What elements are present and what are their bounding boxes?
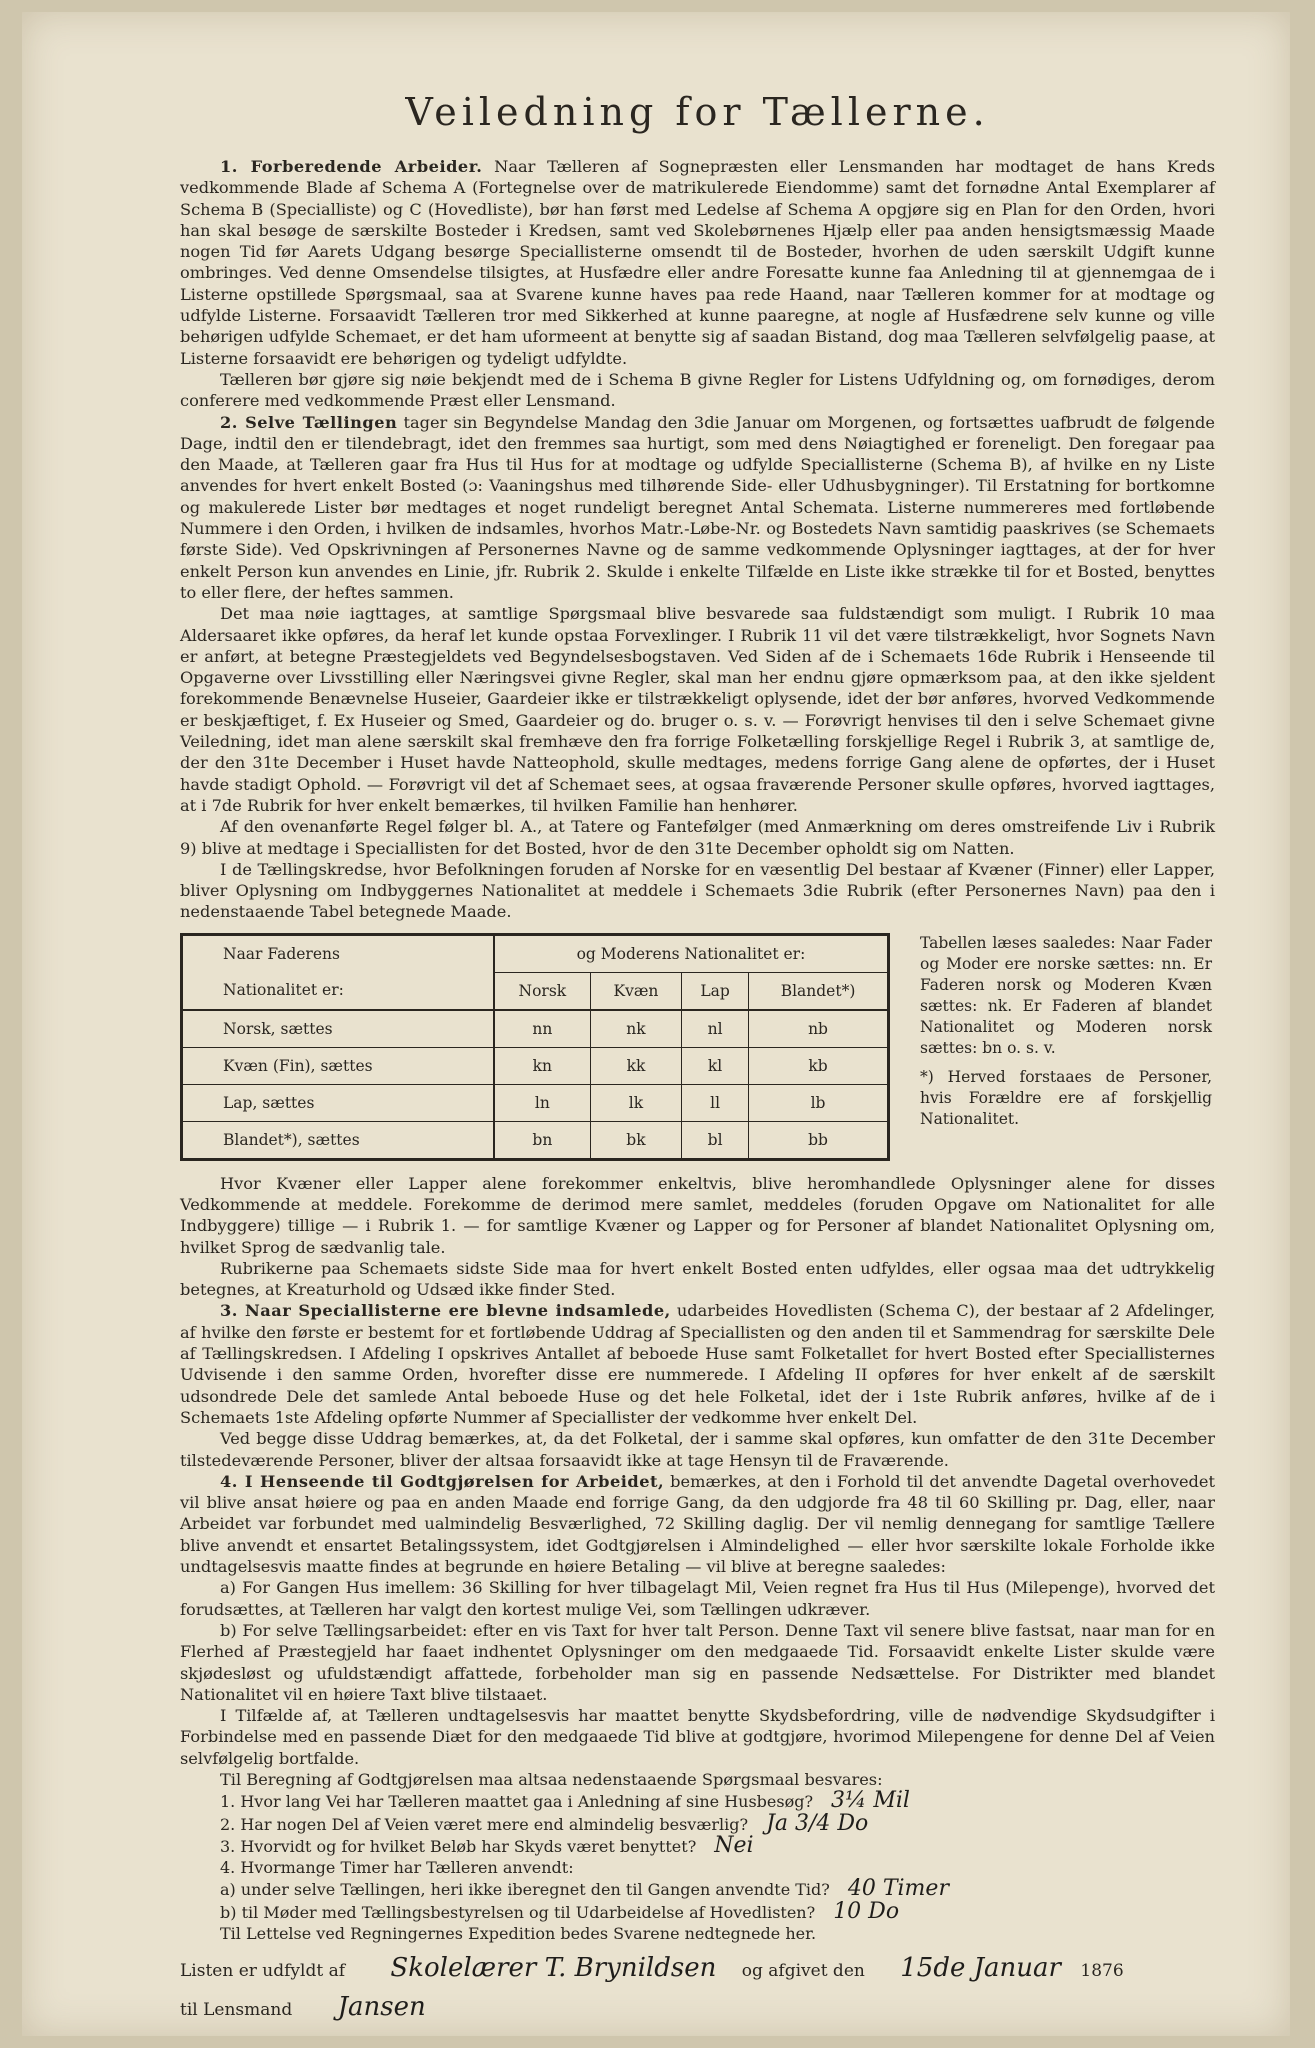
year-label: 1876 [1080,1961,1124,1982]
paragraph [180,859,1215,923]
question-text: 3. Hvorvidt og for hvilket Beløb har Skyds været benyttet? [220,1836,697,1856]
question-text: a) under selve Tællingen, heri ikke iberegnet den til Gangen anvendte Tid? [220,1880,830,1900]
paragraph [180,1471,1215,1577]
table-cell: kk [590,1047,681,1084]
document-sheet [22,12,1290,2036]
nationality-table-section [180,933,1215,1161]
table-row-label: Lap, sættes [182,1084,494,1121]
table-cell: nl [682,1010,749,1048]
table-cell: ln [494,1084,590,1121]
table-explanation [920,933,1212,1138]
page-title: Veiledning for Tællerne. [405,90,990,134]
table-head-mother: og Moderens Nationalitet er: [494,934,889,972]
question-item [180,1878,1215,1900]
instructions-part-1 [180,156,1215,923]
table-row [182,1084,889,1121]
paragraph-text: Naar Tælleren af Sognepræsten eller Lensmanden har modtaget de hans Kreds vedkommende Blade af Schema A (Fortegnelse over de matrikulerede Eiendomme) samt det fornødne Antal Exemplarer af Schema B (Specialliste) og C (Hovedliste), bør han først med Ledelse af Schema A opgjøre sig en Plan for den Orden, hvori han skal besøge de særskilte Bosteder i Kredsen, samt ved Skolebørnenes Hjælp eller paa anden hensigtsmæssig Maade nogen Tid før Aarets Udgang besørge Speciallisterne omsendt til de Bosteder, hvorhen de uden særskilt Udgift kunne ombringes. Ved denne Omsendelse tilsigtes, at Husfædre eller andre Foresatte kunne faa Anledning til at gjennemgaa de i Listerne opstillede Spørgsmaal, saa at Svarene kunne haves paa rede Haand, naar Tælleren kommer for at modtage og udfylde Listerne. Forsaavidt Tælleren tror med Sikkerhed at kunne paaregne, at nogle af Husfædrene selv kunne og ville behørigen udfylde Schemaet, er det ham uformeent at benytte sig af saadan Bistand, dog maa Tælleren selvfølgelig paase, at Listerne forsaavidt ere behørigen og tydeligt udfyldte. [180,157,1216,368]
question-text: b) til Møder med Tællingsbestyrelsen og til Udarbeidelse af Hovedlisten? [220,1902,816,1922]
question-text: 2. Har nogen Del af Veien været mere end almindelig besværlig? [220,1814,749,1834]
paragraph [180,1620,1215,1705]
nationality-table [180,933,890,1161]
paragraph-text: a) For Gangen Hus imellem: 36 Skilling for hver tilbagelagt Mil, Veien regnet fra Hus til Hus (Milepenge), hvorved det forudsættes, at Tælleren har valgt den kortest mulige Vei, som Tællingen udkræver. [180,1578,1215,1619]
table-cell: nk [590,1010,681,1048]
delivered-label: og afgivet den [741,1961,865,1982]
filled-by-label: Listen er udfyldt af [180,1961,345,1982]
handwritten-answer: 3¼ Mil [831,1788,910,1814]
paragraph-text: tager sin Begyndelse Mandag den 3die Januar om Morgenen, og fortsættes uafbrudt de følgende Dage, indtil den er tilendebragt, idet den fremmes saa hurtigt, som med dens Nøiagtighed er foreneligt. Den foregaar paa den Maade, at Tælleren gaar fra Hus til Hus for at modtage og udfylde Speciallisterne (Schema B), af hvilke en ny Liste anvendes for hvert enkelt Bosted (ɔ: Vaaningshus med tilhørende Side- eller Udhusbygninger). Til Erstatning for bortkomne og makulerede Lister bør medtages et noget rundeligt beregnet Antal Schemata. Listerne nummereres med fortløbende Nummere i den Orden, i hvilken de indsamles, hvorhos Matr.-Løbe-Nr. og Bostedets Navn samtidig paaskrives (se Schemaets første Side). Ved Opskrivningen af Personernes Navne og de samme vedkommende Oplysninger iagttages, at der for hver enkelt Person kun anvendes en Linie, jfr. Rubrik 2. Skulde i enkelte Tilfælde en Liste ikke strække til for et Bosted, benyttes to eller flere, der heftes sammen. [180,412,1215,602]
table-cell: bk [590,1121,681,1159]
table-cell: lb [749,1084,889,1121]
instructions-part-2 [180,1173,1215,1791]
table-cell: bb [749,1121,889,1159]
paragraph-text: Tælleren bør gjøre sig nøie bekjendt med de i Schema B givne Regler for Listens Udfyldning og, om fornødiges, derom conferere med vedkommende Præst eller Lensmand. [180,369,1215,411]
table-col-norsk: Norsk [494,972,590,1010]
handwritten-answer: 40 Timer [847,1876,949,1902]
delivery-date: 15de Januar [900,1953,1061,1984]
question-item [180,1832,1215,1858]
paragraph [180,603,1215,816]
paragraph [180,1577,1215,1620]
question-item [180,1923,1215,1944]
handwritten-answer: Ja 3/4 Do [766,1810,869,1836]
document-content [180,90,1215,2028]
paragraph-text: Til Beregning af Godtgjørelsen maa altsaa nedenstaaende Spørgsmaal besvares: [220,1770,883,1789]
paragraph [180,1173,1215,1258]
table-cell: bn [494,1121,590,1159]
table-row-label: Norsk, sættes [182,1010,494,1048]
table-cell: kl [682,1047,749,1084]
table-row [182,1121,889,1159]
paragraph [180,1769,1215,1790]
question-item [180,1810,1215,1836]
paragraph [180,1705,1215,1769]
table-row-label: Kvæn (Fin), sættes [182,1047,494,1084]
question-list [180,1790,1215,1944]
paragraph [180,369,1215,412]
question-text: 1. Hvor lang Vei har Tælleren maattet gaa i Anledning af sine Husbesøg? [220,1792,814,1812]
question-text: Til Lettelse ved Regningernes Expedition bedes Svarene nedtegnede her. [220,1924,817,1944]
table-cell: nb [749,1010,889,1048]
question-text: 4. Hvormange Timer har Tælleren anvendt: [220,1858,574,1878]
paragraph-text: Det maa nøie iagttages, at samtlige Spørgsmaal blive besvarede saa fuldstændigt som muligt. I Rubrik 10 maa Aldersaaret ikke opføres, da heraf let kunde opstaa Forvexlinger. I Rubrik 11 vil det være tilstrækkeligt, hvor Sognets Navn er anført, at betegne Præstegjeldets ved Begyndelsesbogstaven. Ved Siden af de i Schemaets 16de Rubrik i Henseende til Opgaverne over Livsstilling eller Næringsvei givne Regler, skal man her endnu gjøre opmærksom paa, at den ikke sjeldent forekommende Benævnelse Huseier, Gaardeier ikke er tilstrækkeligt oplysende, idet der bør anføres, hvorved Vedkommende er beskjæftiget, f. Ex Huseier og Smed, Gaardeier og do. bruger o. s. v. — Forøvrigt henvises til den i selve Schemaet givne Veiledning, idet man alene særskilt skal fremhæve den fra forrige Folketælling forskjellige Regel i Rubrik 3, at samtlige de, der den 31te December i Huset havde Natteophold, skulle medtages, medens forrige Gang alene de opførtes, der i Huset havde stadigt Ophold. — Forøvrigt vil det af Schemaet sees, at ogsaa fraværende Personer skulle opføres, hvorved iagttages, at i 7de Rubrik for hver enkelt bemærkes, til hvilken Familie han henhører. [180,604,1215,815]
table-row-label: Blandet*), sættes [182,1121,494,1159]
table-cell: bl [682,1121,749,1159]
table-col-lap: Lap [682,972,749,1010]
table-note-reading: Tabellen læses saaledes: Naar Fader og Moder ere norske sættes: nn. Er Faderen norsk og Moderen Kvæn sættes: nk. Er Faderen af blandet Nationalitet og Moderen norsk sættes: bn o. s. v. [920,933,1212,1057]
table-col-kvaen: Kvæn [590,972,681,1010]
section-heading: 1. Forberedende Arbeider. [220,157,483,176]
question-item [180,1790,1215,1812]
table-row [182,1010,889,1048]
paragraph-text: Af den ovenanførte Regel følger bl. A., at Tatere og Fantefølger (med Anmærkning om deres omstreifende Liv i Rubrik 9) blive at medtage i Speciallisten for det Bosted, hvor de den 31te December opholdt sig om Natten. [180,817,1215,858]
section-heading: 4. I Henseende til Godtgjørelsen for Arbeidet, [220,1471,665,1491]
question-item [180,1898,1215,1924]
paragraph-text: udarbeides Hovedlisten (Schema C), der bestaar af 2 Afdelinger, af hvilke den første er bestemt for et fortløbende Uddrag af Speciallisten og den anden til et Sammendrag for særskilte Dele af Tællingskredsen. I Afdeling I opskrives Antallet af beboede Huse samt Folketallet for hvert Bosted efter Speciallisternes Udvisende i den samme Orden, hvorefter disse ere nummerede. I Afdeling II opføres for hver enkelt af de særskilt udsondrede Dele det samlede Antal beboede Huse og det hele Folketal, idet der i 1ste Rubrik anføres, hvilke af de i Schemaets 1ste Afdeling opførte Nummer af Speciallister der vedkomme hver enkelt Del. [180,1301,1215,1427]
table-head-father-1: Naar Faderens [182,934,494,972]
paragraph-text: Rubrikerne paa Schemaets sidste Side maa for hvert enkelt Bosted enten udfyldes, eller ogsaa maa det udtrykkelig betegnes, at Kreaturhold og Udsæd ikke finder Sted. [180,1258,1215,1300]
section-heading: 3. Naar Speciallisterne ere blevne indsamlede, [220,1301,671,1321]
paragraph [180,1300,1215,1428]
handwritten-answer: 10 Do [833,1898,900,1924]
table-cell: nn [494,1010,590,1048]
paragraph-text: bemærkes, at den i Forhold til det anvendte Dagetal overhovedet vil blive ansat høiere og paa en anden Maade end forrige Gang, da den udgjorde fra 48 til 60 Skilling pr. Dag, eller, naar Arbeidet var forbundet med ualmindelig Besværlighed, 72 Skilling daglig. Der vil nemlig dennegang for samtlige Tællere blive anvendt et ensartet Betalingssystem, idet Godtgjørelsen i Almindelighed — eller hvor særskilte lokale Forholde ikke undtagelsesvis maatte findes at begrunde en høiere Betaling — vil blive at beregne saaledes: [180,1471,1216,1577]
section-heading: 2. Selve Tællingen [220,412,398,432]
table-col-blandet: Blandet*) [749,972,889,1010]
table-cell: kb [749,1047,889,1084]
paragraph-text: Hvor Kvæner eller Lapper alene forekommer enkeltvis, blive heromhandlede Oplysninger alene for disses Vedkommende at meddele. Forekomme de derimod mere samlet, meddeles (foruden Opgave om Nationalitet for alle Indbyggere) tillige — i Rubrik 1. — for samtlige Kvæner og Lapper og for Personer af blandet Nationalitet Oplysning om, hvilket Sprog de sædvanlig tale. [180,1173,1215,1257]
paragraph [180,1428,1215,1471]
paragraph [180,156,1215,369]
lensmand-signature: Jansen [337,1992,426,2023]
table-cell: kn [494,1047,590,1084]
paragraph-text: b) For selve Tællingsarbeidet: efter en vis Taxt for hver talt Person. Denne Taxt vil senere blive fastsat, naar man for en Flerhed af Præstegjeld har faaet indhentet Oplysninger om den medgaaede Tid. Forsaavidt enkelte Lister skulde være skjødesløst og ufuldstændigt affattede, forbeholder man sig en passende Nedsættelse. For Distrikter med blandet Nationalitet vil en høiere Taxt blive tilstaaet. [180,1620,1215,1704]
teller-signature: Skolelærer T. Brynildsen [390,1953,717,1984]
paragraph [180,816,1215,859]
lensmand-label: til Lensmand [180,2000,293,2021]
paragraph-text: I Tilfælde af, at Tælleren undtagelsesvis har maattet benytte Skydsbefordring, ville de nødvendige Skydsudgifter i Forbindelse med en passende Diæt for den medgaaede Tid blive at godtgjøre, hvorimod Milepengene for denne Del af Veien selvfølgelig bortfalde. [180,1706,1215,1768]
paragraph [180,1258,1215,1301]
signature-line-1 [180,1950,1215,1989]
handwritten-answer: Nei [714,1832,754,1858]
signature-line-2 [180,1989,1215,2028]
table-cell: lk [590,1084,681,1121]
table-row [182,1047,889,1084]
question-item [180,1857,1215,1878]
paragraph [180,412,1215,604]
table-head-father-2: Nationalitet er: [182,972,494,1010]
table-cell: ll [682,1084,749,1121]
paragraph-text: I de Tællingskredse, hvor Befolkningen foruden af Norske for en væsentlig Del bestaar af Kvæner (Finner) eller Lapper, bliver Oplysning om Indbyggernes Nationalitet at meddele i Schemaets 3die Rubrik (efter Personernes Navn) paa den i nedenstaaende Tabel betegnede Maade. [180,859,1215,922]
table-note-footnote: *) Herved forstaaes de Personer, hvis Forældre ere af forskjellig Nationalitet. [920,1067,1212,1128]
paragraph-text: Ved begge disse Uddrag bemærkes, at, da det Folketal, der i samme skal opføres, kun omfatter de den 31te December tilstedeværende Personer, bliver der altsaa forsaavidt ikke at tage Hensyn til de Fraværende. [180,1429,1215,1470]
